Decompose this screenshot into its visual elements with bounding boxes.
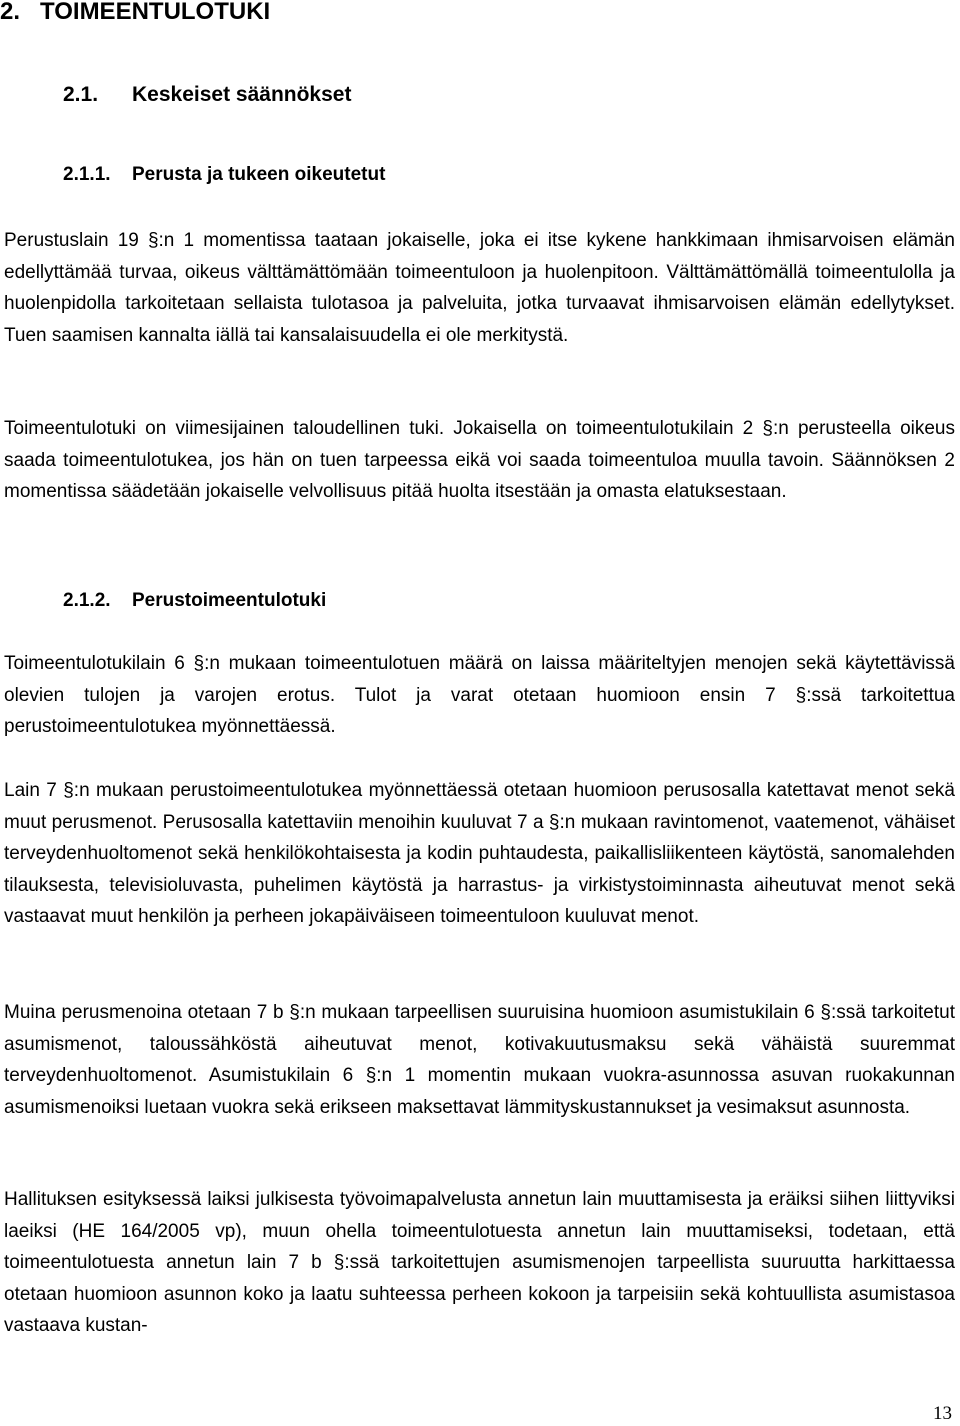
section-number: 2.1. <box>63 83 99 106</box>
subsection-heading-1 <box>63 160 385 190</box>
section-title: Keskeiset säännökset <box>132 83 352 106</box>
paragraph-2: Toimeentulotuki on viimesijainen taloudellinen tuki. Jokaisella on toimeentulotukilain 2 §:n perusteella oikeus saada toimeentulotukea, jos hän on tuen tarpeessa eikä voi saada toimeentuloa muulla tavoin. Säännöksen 2 momentissa säädetään jokaiselle velvollisuus pitää huolta itsestään ja omasta elatuksestaan. <box>4 418 955 503</box>
subsection-number-2: 2.1.2. <box>63 590 111 611</box>
page-number: 13 <box>933 1403 952 1424</box>
chapter-number: 2. <box>0 0 21 25</box>
paragraph-6: Hallituksen esityksessä laiksi julkisesta työvoimapalvelusta annetun lain muuttamisesta ja eräiksi siihen liittyviksi laeiksi (HE 164/2005 vp), muun ohella toimeentulotuesta annetun lain muuttamiseksi, todetaan, että toimeentulotuesta annetun lain 7 b §:ssä tarkoitettujen asumismenojen tarpeellista suuruutta harkittaessa otetaan huomioon asunnon koko ja laatu suhteessa perheen kokoon ja tarpeisiin sekä kohtuullista asumistasoa vastaava kustan- <box>4 1189 955 1337</box>
paragraph-4: Lain 7 §:n mukaan perustoimeentulotukea myönnettäessä otetaan huomioon perusosalla katettavat menot sekä muut perusmenot. Perusosalla katettaviin menoihin kuuluvat 7 a §:n mukaan ravintomenot, vaatemenot, vähäiset terveydenhuoltomenot sekä henkilökohtaisesta ja kodin puhtaudesta, paikallisliikenteen käytöstä, sanomalehden tilauksesta, televisioluvasta, puhelimen käytöstä ja harrastus- ja virkistystoiminnasta aiheutuvat menot sekä vastaavat muut henkilön ja perheen jokapäiväiseen toimeentuloon kuuluvat menot. <box>4 780 955 928</box>
subsection-title-1: Perusta ja tukeen oikeutetut <box>132 164 386 185</box>
subsection-title-2: Perustoimeentulotuki <box>132 590 327 611</box>
subsection-number-1: 2.1.1. <box>63 164 111 185</box>
chapter-title: TOIMEENTULOTUKI <box>40 0 271 25</box>
chapter-heading <box>0 0 270 30</box>
paragraph-5: Muina perusmenoina otetaan 7 b §:n mukaan tarpeellisen suuruisina huomioon asumistukilain 6 §:ssä tarkoitetut asumismenot, taloussähköstä aiheutuvat menot, kotivakuutusmaksu sekä vähäistä suuremmat terveydenhuoltomenot. Asumistukilain 6 §:n 1 momentin mukaan vuokra-asunnossa asuvan ruokakunnan asumismenoiksi luetaan vuokra sekä erikseen maksettavat lämmityskustannukset ja vesimaksut asunnosta. <box>4 1002 955 1118</box>
section-heading <box>63 79 351 111</box>
paragraph-3: Toimeentulotukilain 6 §:n mukaan toimeentulotuen määrä on laissa määriteltyjen menojen sekä käytettävissä olevien tulojen ja varojen erotus. Tulot ja varat otetaan huomioon ensin 7 §:ssä tarkoitettua perustoimeentulotukea myönnettäessä. <box>4 653 955 738</box>
subsection-heading-2 <box>63 586 326 616</box>
paragraph-1: Perustuslain 19 §:n 1 momentissa taataan jokaiselle, joka ei itse kykene hankkimaan ihmisarvoisen elämän edellyttämää turvaa, oikeus välttämättömään toimeentuloon ja huolenpitoon. Välttämättömällä toimeentulolla ja huolenpidolla tarkoitetaan sellaista tulotasoa ja palveluita, jotka turvaavat ihmisarvoisen elämän edellytykset. Tuen saamisen kannalta iällä tai kansalaisuudella ei ole merkitystä. <box>4 230 955 346</box>
